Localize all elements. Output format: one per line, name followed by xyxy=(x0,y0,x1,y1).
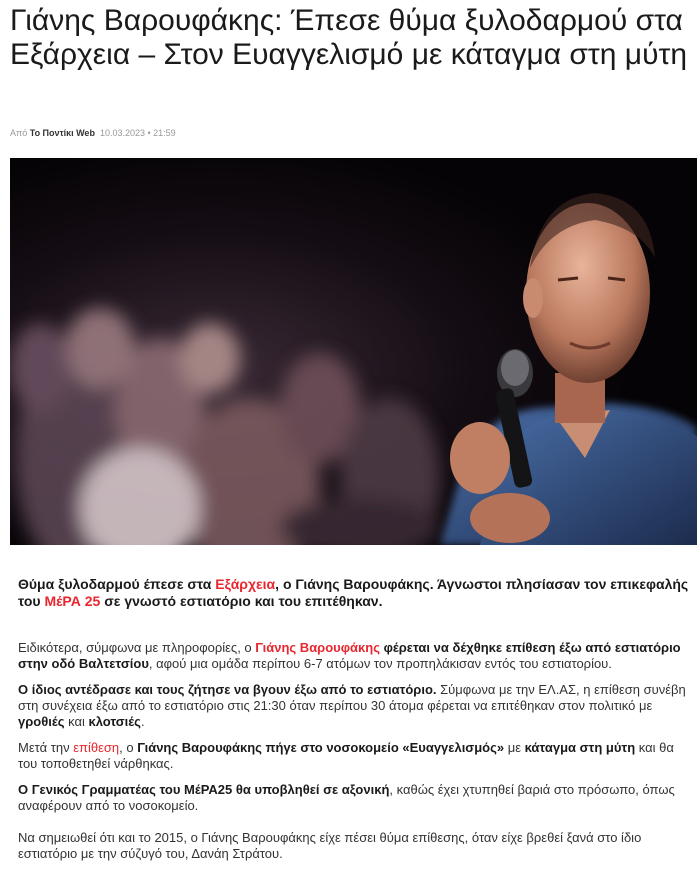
paragraph-1: Ειδικότερα, σύμφωνα με πληροφορίες, ο Γιάνης Βαρουφάκης φέρεται να δέχθηκε επίθεση έξω από εστιατόριο στην οδό Βαλτετσίου, αφού μια ομάδα περίπου 6-7 ατόμων τον προπηλάκισαν εντός του εστιατορίου. xyxy=(18,640,681,671)
paragraph-4: Ο Γενικός Γραμματέας του ΜέΡΑ25 θα υποβληθεί σε αξονική, καθώς έχει χτυπηθεί βαριά στο πρόσωπο, όπως αναφέρουν από το νοσοκομείο. xyxy=(18,782,675,813)
article-lead: Θύμα ξυλοδαρμού έπεσε στα Εξάρχεια, ο Γιάνης Βαρουφάκης. Άγνωστοι πλησίασαν τον επικεφαλής του ΜέΡΑ 25 σε γνωστό εστιατόριο και του επιτέθηκαν. xyxy=(18,576,689,609)
tag-link-varoufakis[interactable]: Γιάνης Βαρουφάκης xyxy=(255,640,380,655)
article-body xyxy=(18,576,690,872)
article-headline: Γιάνης Βαρουφάκης: Έπεσε θύμα ξυλοδαρμού στα Εξάρχεια – Στον Ευαγγελισμό με κάταγμα στη μύτη xyxy=(10,4,688,71)
byline-source-link[interactable]: Το Ποντίκι Web xyxy=(29,128,95,138)
paragraph-2: Ο ίδιος αντέδρασε και τους ζήτησε να βγουν έξω από το εστιατόριο. Σύμφωνα με την ΕΛ.ΑΣ, η επίθεση συνέβη στη συνέχεια έξω από το εστιατόριο στις 21:30 όταν περίπου 30 άτομα φέρεται να επιτέθηκαν στον πολιτικό με γροθιές και κλοτσιές. xyxy=(18,682,686,729)
byline-prefix: Από xyxy=(10,128,28,138)
byline-datetime: 10.03.2023 • 21:59 xyxy=(99,128,176,138)
tag-link-exarcheia[interactable]: Εξάρχεια xyxy=(215,576,276,592)
hero-photo-illustration xyxy=(10,158,697,545)
tag-link-epithesi[interactable]: επίθεση xyxy=(73,740,120,755)
byline xyxy=(10,128,176,138)
tag-link-mera25[interactable]: ΜέΡΑ 25 xyxy=(44,593,101,609)
hero-photo xyxy=(10,158,697,545)
paragraph-5: Να σημειωθεί ότι και το 2015, ο Γιάνης Βαρουφάκης είχε πέσει θύμα επίθεσης, όταν είχε βρεθεί ξανά στο ίδιο εστιατόριο με την σύζυγό του, Δανάη Στράτου. xyxy=(18,830,642,861)
paragraph-3: Μετά την επίθεση, ο Γιάνης Βαρουφάκης πήγε στο νοσοκομείο «Ευαγγελισμός» με κάταγμα στη μύτη και θα του τοποθετηθεί νάρθηκας. xyxy=(18,740,674,771)
